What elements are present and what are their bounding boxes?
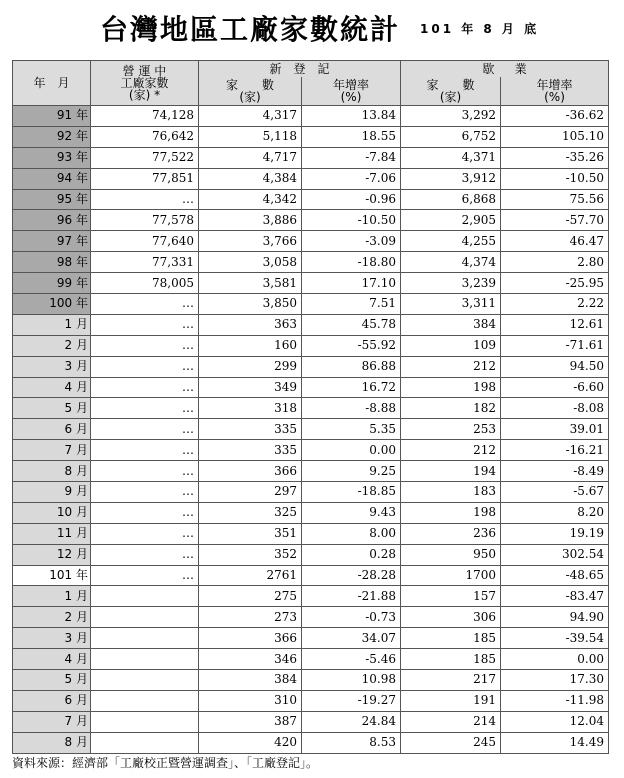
cell-closed-rate: 94.90 xyxy=(501,607,609,628)
cell-closed-rate: -36.62 xyxy=(501,106,609,127)
table-row xyxy=(13,273,609,294)
cell-closed-count: 236 xyxy=(401,523,501,544)
cell-new-count: 4,717 xyxy=(199,147,302,168)
cell-new-rate: -5.46 xyxy=(302,649,401,670)
cell-new-count: 366 xyxy=(199,628,302,649)
header-closed-rate-line2: (%) xyxy=(544,90,565,104)
cell-new-count: 299 xyxy=(199,356,302,377)
cell-closed-count: 194 xyxy=(401,461,501,482)
cell-operating xyxy=(91,711,199,732)
cell-closed-count: 950 xyxy=(401,544,501,565)
cell-closed-count: 2,905 xyxy=(401,210,501,231)
cell-operating: … xyxy=(91,189,199,210)
cell-closed-rate: 39.01 xyxy=(501,419,609,440)
row-label: 91 年 xyxy=(13,106,91,127)
row-label: 5 月 xyxy=(13,398,91,419)
cell-closed-rate: -39.54 xyxy=(501,628,609,649)
cell-new-count: 2761 xyxy=(199,565,302,586)
cell-operating: 77,331 xyxy=(91,252,199,273)
header-closed-left: 歇 xyxy=(482,62,495,76)
cell-closed-count: 3,311 xyxy=(401,294,501,315)
cell-closed-count: 217 xyxy=(401,670,501,691)
cell-closed-count: 212 xyxy=(401,356,501,377)
cell-closed-count: 198 xyxy=(401,377,501,398)
cell-operating xyxy=(91,607,199,628)
cell-closed-count: 198 xyxy=(401,502,501,523)
cell-new-rate: -0.96 xyxy=(302,189,401,210)
cell-operating: 77,578 xyxy=(91,210,199,231)
table-row xyxy=(13,377,609,398)
cell-operating: … xyxy=(91,398,199,419)
header-new-count-line1: 家 數 xyxy=(225,78,274,92)
header-operating xyxy=(91,61,199,106)
cell-operating: 77,851 xyxy=(91,168,199,189)
cell-closed-rate: 302.54 xyxy=(501,544,609,565)
table-row xyxy=(13,607,609,628)
table-row xyxy=(13,502,609,523)
table-row xyxy=(13,544,609,565)
row-label: 99 年 xyxy=(13,273,91,294)
table-row xyxy=(13,189,609,210)
cell-new-count: 4,342 xyxy=(199,189,302,210)
cell-closed-rate: 75.56 xyxy=(501,189,609,210)
cell-closed-rate: 19.19 xyxy=(501,523,609,544)
cell-closed-count: 6,752 xyxy=(401,126,501,147)
cell-new-count: 335 xyxy=(199,419,302,440)
cell-closed-rate: 0.00 xyxy=(501,649,609,670)
table-row xyxy=(13,628,609,649)
row-label: 8 月 xyxy=(13,461,91,482)
cell-new-rate: 13.84 xyxy=(302,106,401,127)
cell-operating: 77,640 xyxy=(91,231,199,252)
cell-new-count: 420 xyxy=(199,732,302,753)
page-title: 台灣地區工廠家數統計 xyxy=(100,13,401,46)
cell-closed-rate: 14.49 xyxy=(501,732,609,753)
cell-closed-rate: -8.08 xyxy=(501,398,609,419)
row-label: 93 年 xyxy=(13,147,91,168)
table-row xyxy=(13,398,609,419)
row-label: 7 月 xyxy=(13,711,91,732)
row-label: 6 月 xyxy=(13,690,91,711)
row-label: 3 月 xyxy=(13,356,91,377)
cell-new-count: 366 xyxy=(199,461,302,482)
row-label: 2 月 xyxy=(13,335,91,356)
cell-closed-count: 3,239 xyxy=(401,273,501,294)
cell-operating: 77,522 xyxy=(91,147,199,168)
cell-new-rate: -7.06 xyxy=(302,168,401,189)
table-row xyxy=(13,147,609,168)
cell-operating xyxy=(91,628,199,649)
row-label: 97 年 xyxy=(13,231,91,252)
cell-operating: … xyxy=(91,294,199,315)
cell-operating: … xyxy=(91,544,199,565)
header-new-count-line2: (家) xyxy=(239,90,261,104)
table-row xyxy=(13,294,609,315)
header-new-rate-line2: (%) xyxy=(340,90,362,104)
cell-closed-rate: 17.30 xyxy=(501,670,609,691)
cell-closed-count: 109 xyxy=(401,335,501,356)
table-row xyxy=(13,711,609,732)
cell-new-rate: 8.53 xyxy=(302,732,401,753)
cell-closed-count: 183 xyxy=(401,482,501,503)
cell-closed-count: 185 xyxy=(401,628,501,649)
cell-new-count: 3,766 xyxy=(199,231,302,252)
header-year-month: 年 月 xyxy=(13,61,91,106)
cell-new-rate: 18.55 xyxy=(302,126,401,147)
cell-closed-rate: -35.26 xyxy=(501,147,609,168)
header-closed-count xyxy=(401,77,501,106)
header-operating-line3: (家) * xyxy=(128,88,161,102)
cell-operating: … xyxy=(91,502,199,523)
row-label: 3 月 xyxy=(13,628,91,649)
cell-new-count: 4,384 xyxy=(199,168,302,189)
cell-operating: … xyxy=(91,419,199,440)
cell-new-rate: -0.73 xyxy=(302,607,401,628)
row-label: 4 月 xyxy=(13,377,91,398)
cell-closed-rate: -57.70 xyxy=(501,210,609,231)
table-row xyxy=(13,461,609,482)
cell-closed-rate: -25.95 xyxy=(501,273,609,294)
cell-closed-count: 182 xyxy=(401,398,501,419)
cell-new-count: 346 xyxy=(199,649,302,670)
cell-operating: … xyxy=(91,335,199,356)
table-row xyxy=(13,210,609,231)
cell-new-rate: 0.00 xyxy=(302,440,401,461)
cell-new-rate: -7.84 xyxy=(302,147,401,168)
table-row xyxy=(13,732,609,753)
cell-new-rate: -10.50 xyxy=(302,210,401,231)
cell-new-rate: 45.78 xyxy=(302,314,401,335)
table-row xyxy=(13,168,609,189)
cell-closed-count: 185 xyxy=(401,649,501,670)
cell-new-rate: -18.85 xyxy=(302,482,401,503)
row-label: 100 年 xyxy=(13,294,91,315)
cell-new-rate: 8.00 xyxy=(302,523,401,544)
header-closed-count-line2: (家) xyxy=(439,90,462,104)
row-label: 5 月 xyxy=(13,670,91,691)
cell-closed-rate: 46.47 xyxy=(501,231,609,252)
cell-closed-rate: -83.47 xyxy=(501,586,609,607)
row-label: 95 年 xyxy=(13,189,91,210)
cell-operating: … xyxy=(91,565,199,586)
header-operating-line1: 營 運 中 xyxy=(122,64,167,78)
cell-operating: … xyxy=(91,314,199,335)
cell-operating xyxy=(91,732,199,753)
cell-closed-rate: 2.80 xyxy=(501,252,609,273)
row-label: 6 月 xyxy=(13,419,91,440)
page-subtitle: 101 年 8 月 底 xyxy=(420,22,540,36)
cell-new-count: 384 xyxy=(199,670,302,691)
table-row xyxy=(13,649,609,670)
cell-closed-count: 4,255 xyxy=(401,231,501,252)
cell-closed-rate: -11.98 xyxy=(501,690,609,711)
cell-operating xyxy=(91,690,199,711)
cell-new-rate: -19.27 xyxy=(302,690,401,711)
cell-new-count: 351 xyxy=(199,523,302,544)
cell-closed-count: 191 xyxy=(401,690,501,711)
cell-closed-rate: -10.50 xyxy=(501,168,609,189)
cell-closed-count: 1700 xyxy=(401,565,501,586)
cell-new-rate: -3.09 xyxy=(302,231,401,252)
row-label: 10 月 xyxy=(13,502,91,523)
table-row xyxy=(13,356,609,377)
cell-operating xyxy=(91,586,199,607)
cell-closed-count: 384 xyxy=(401,314,501,335)
row-label: 96 年 xyxy=(13,210,91,231)
table-row xyxy=(13,690,609,711)
cell-operating xyxy=(91,670,199,691)
row-label: 1 月 xyxy=(13,314,91,335)
row-label: 12 月 xyxy=(13,544,91,565)
cell-closed-count: 212 xyxy=(401,440,501,461)
cell-closed-rate: 105.10 xyxy=(501,126,609,147)
cell-operating: … xyxy=(91,356,199,377)
table-body xyxy=(13,106,609,754)
cell-operating: … xyxy=(91,461,199,482)
row-label: 98 年 xyxy=(13,252,91,273)
row-label: 4 月 xyxy=(13,649,91,670)
row-label: 1 月 xyxy=(13,586,91,607)
cell-closed-rate: 8.20 xyxy=(501,502,609,523)
cell-closed-count: 3,912 xyxy=(401,168,501,189)
table-row xyxy=(13,126,609,147)
cell-new-count: 160 xyxy=(199,335,302,356)
cell-new-rate: 0.28 xyxy=(302,544,401,565)
header-operating-line2: 工廠家數 xyxy=(120,76,169,90)
cell-closed-count: 157 xyxy=(401,586,501,607)
cell-closed-rate: -71.61 xyxy=(501,335,609,356)
cell-operating xyxy=(91,649,199,670)
cell-new-rate: -8.88 xyxy=(302,398,401,419)
cell-new-rate: 34.07 xyxy=(302,628,401,649)
cell-new-count: 5,118 xyxy=(199,126,302,147)
table-row xyxy=(13,314,609,335)
table-row xyxy=(13,231,609,252)
cell-closed-count: 4,371 xyxy=(401,147,501,168)
header-new-group: 新 登 記 xyxy=(199,61,401,78)
header-closed-count-line1: 家 數 xyxy=(426,78,475,92)
table-row xyxy=(13,335,609,356)
row-label: 101 年 xyxy=(13,565,91,586)
cell-operating: 76,642 xyxy=(91,126,199,147)
cell-new-count: 3,058 xyxy=(199,252,302,273)
cell-closed-rate: 94.50 xyxy=(501,356,609,377)
cell-new-count: 349 xyxy=(199,377,302,398)
cell-new-rate: 9.43 xyxy=(302,502,401,523)
cell-new-rate: 7.51 xyxy=(302,294,401,315)
row-label: 92 年 xyxy=(13,126,91,147)
cell-new-count: 3,886 xyxy=(199,210,302,231)
cell-new-rate: 16.72 xyxy=(302,377,401,398)
cell-new-count: 318 xyxy=(199,398,302,419)
cell-closed-rate: -8.49 xyxy=(501,461,609,482)
header-closed-rate-line1: 年增率 xyxy=(536,78,573,92)
cell-closed-rate: -48.65 xyxy=(501,565,609,586)
cell-closed-rate: -6.60 xyxy=(501,377,609,398)
table-row xyxy=(13,586,609,607)
cell-closed-count: 306 xyxy=(401,607,501,628)
table-row xyxy=(13,482,609,503)
cell-operating: … xyxy=(91,440,199,461)
row-label: 11 月 xyxy=(13,523,91,544)
cell-new-rate: 10.98 xyxy=(302,670,401,691)
cell-operating: … xyxy=(91,523,199,544)
cell-operating: … xyxy=(91,482,199,503)
cell-closed-count: 253 xyxy=(401,419,501,440)
cell-closed-rate: 12.04 xyxy=(501,711,609,732)
header-closed-rate xyxy=(501,77,609,106)
cell-closed-count: 4,374 xyxy=(401,252,501,273)
cell-new-count: 335 xyxy=(199,440,302,461)
cell-new-rate: 9.25 xyxy=(302,461,401,482)
cell-new-count: 387 xyxy=(199,711,302,732)
cell-new-count: 363 xyxy=(199,314,302,335)
row-label: 8 月 xyxy=(13,732,91,753)
header-new-count xyxy=(199,77,302,106)
cell-new-rate: 17.10 xyxy=(302,273,401,294)
cell-closed-count: 3,292 xyxy=(401,106,501,127)
cell-closed-count: 6,868 xyxy=(401,189,501,210)
source-note: 資料來源：經濟部「工廠校正暨營運調查」、「工廠登記」。 xyxy=(12,756,319,770)
cell-operating: … xyxy=(91,377,199,398)
cell-closed-count: 214 xyxy=(401,711,501,732)
cell-new-count: 3,581 xyxy=(199,273,302,294)
table-row xyxy=(13,523,609,544)
cell-new-rate: 5.35 xyxy=(302,419,401,440)
header-new-rate xyxy=(302,77,401,106)
cell-new-rate: 86.88 xyxy=(302,356,401,377)
cell-operating: 74,128 xyxy=(91,106,199,127)
cell-closed-rate: 2.22 xyxy=(501,294,609,315)
cell-new-count: 297 xyxy=(199,482,302,503)
cell-new-rate: -28.28 xyxy=(302,565,401,586)
table-row xyxy=(13,419,609,440)
cell-operating: 78,005 xyxy=(91,273,199,294)
cell-new-count: 275 xyxy=(199,586,302,607)
table-row xyxy=(13,106,609,127)
cell-new-count: 273 xyxy=(199,607,302,628)
table-row xyxy=(13,252,609,273)
factory-count-table xyxy=(12,60,609,754)
row-label: 9 月 xyxy=(13,482,91,503)
cell-new-count: 310 xyxy=(199,690,302,711)
cell-closed-rate: -5.67 xyxy=(501,482,609,503)
title-row xyxy=(0,0,624,55)
table-row xyxy=(13,670,609,691)
cell-closed-count: 245 xyxy=(401,732,501,753)
cell-closed-rate: -16.21 xyxy=(501,440,609,461)
cell-new-count: 325 xyxy=(199,502,302,523)
table-row xyxy=(13,565,609,586)
row-label: 2 月 xyxy=(13,607,91,628)
cell-new-count: 3,850 xyxy=(199,294,302,315)
cell-new-count: 352 xyxy=(199,544,302,565)
table-header xyxy=(13,61,609,106)
header-closed-group xyxy=(401,61,609,78)
row-label: 94 年 xyxy=(13,168,91,189)
header-new-rate-line1: 年增率 xyxy=(333,78,370,92)
cell-closed-rate: 12.61 xyxy=(501,314,609,335)
row-label: 7 月 xyxy=(13,440,91,461)
header-closed-right: 業 xyxy=(514,62,527,76)
cell-new-rate: -55.92 xyxy=(302,335,401,356)
table-row xyxy=(13,440,609,461)
cell-new-count: 4,317 xyxy=(199,106,302,127)
cell-new-rate: -18.80 xyxy=(302,252,401,273)
cell-new-rate: 24.84 xyxy=(302,711,401,732)
cell-new-rate: -21.88 xyxy=(302,586,401,607)
